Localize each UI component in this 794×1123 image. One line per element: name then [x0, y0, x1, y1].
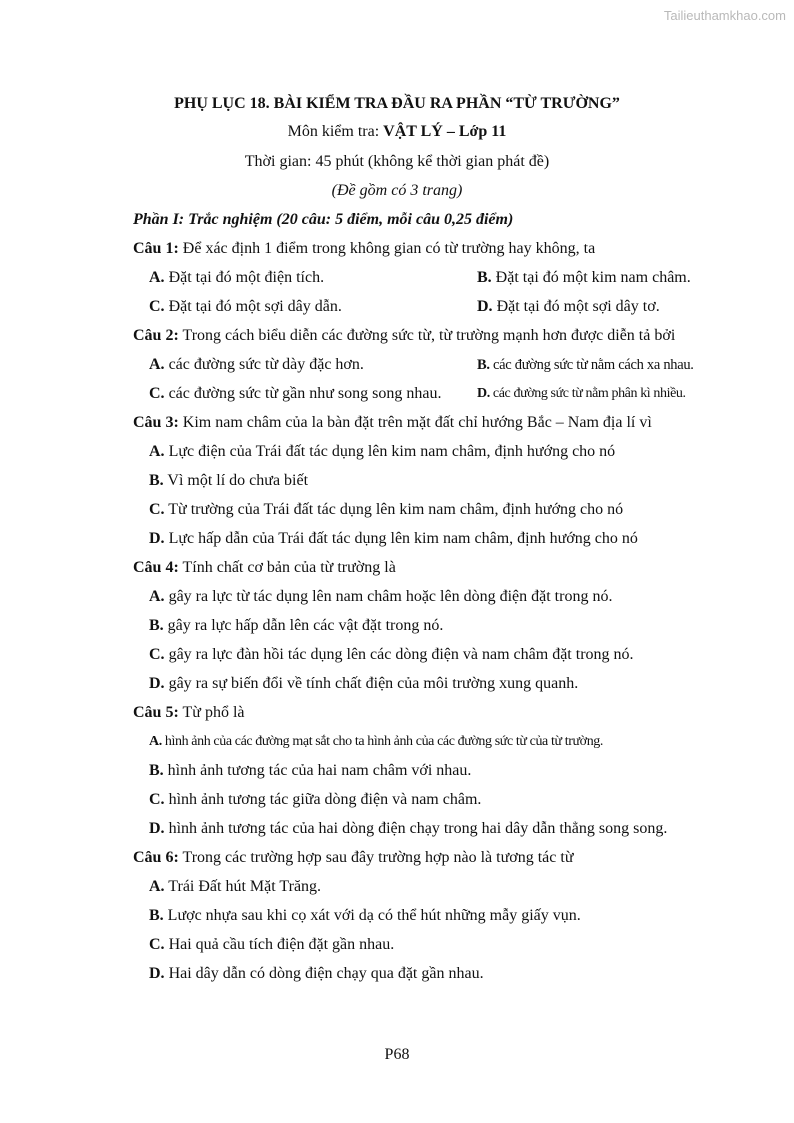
- option-label: A.: [149, 443, 165, 460]
- option-b: [149, 762, 471, 780]
- pages-note: (Đề gồm có 3 trang): [331, 182, 463, 199]
- option-label: C.: [149, 501, 165, 518]
- question-text: Trong cách biểu diễn các đường sức từ, từ trường mạnh hơn được diễn tả bởi: [182, 327, 676, 344]
- option-text: các đường sức từ gần như song song nhau.: [168, 385, 442, 402]
- subject-prefix: Môn kiểm tra:: [287, 123, 380, 140]
- question-text: Từ phổ là: [182, 704, 245, 721]
- question-2: [133, 327, 675, 345]
- option-label: B.: [149, 472, 164, 489]
- option-label: D.: [149, 820, 165, 837]
- option-a: [149, 269, 324, 287]
- subject-line: [0, 123, 794, 141]
- option-c: [149, 501, 623, 519]
- option-label: B.: [149, 617, 164, 634]
- option-label: A.: [149, 588, 165, 605]
- option-b: [149, 472, 308, 490]
- option-label: A.: [149, 734, 162, 749]
- option-label: A.: [149, 269, 165, 286]
- option-c: [149, 791, 481, 809]
- option-b: [149, 907, 581, 925]
- option-c: [149, 385, 441, 403]
- option-text: gây ra sự biến đổi về tính chất điện của môi trường xung quanh.: [168, 675, 579, 692]
- question-label: Câu 1:: [133, 240, 179, 257]
- option-d: [477, 298, 660, 316]
- question-label: Câu 2:: [133, 327, 179, 344]
- option-d: [149, 965, 484, 983]
- option-c: [149, 646, 634, 664]
- option-text: Lực điện của Trái đất tác dụng lên kim nam châm, định hướng cho nó: [168, 443, 616, 460]
- option-text: Đặt tại đó một sợi dây dẫn.: [168, 298, 342, 315]
- section-title: Phần I: Trắc nghiệm (20 câu: 5 điểm, mỗi câu 0,25 điểm): [133, 211, 514, 228]
- option-label: A.: [149, 878, 165, 895]
- option-text: Lực hấp dẫn của Trái đất tác dụng lên kim nam châm, định hướng cho nó: [168, 530, 638, 547]
- option-text: các đường sức từ nằm phân kì nhiều.: [492, 386, 686, 401]
- option-a: [149, 734, 603, 750]
- option-text: các đường sức từ nằm cách xa nhau.: [493, 357, 694, 373]
- option-d: [149, 820, 667, 838]
- option-b: [477, 269, 691, 287]
- option-b: [149, 617, 443, 635]
- question-label: Câu 4:: [133, 559, 179, 576]
- question-text: Trong các trường hợp sau đây trường hợp nào là tương tác từ: [182, 849, 574, 866]
- option-label: B.: [477, 269, 492, 286]
- question-3: [133, 414, 652, 432]
- option-text: hình ảnh tương tác giữa dòng điện và nam châm.: [168, 791, 482, 808]
- option-text: gây ra lực từ tác dụng lên nam châm hoặc lên dòng điện đặt trong nó.: [168, 588, 613, 605]
- question-4: [133, 559, 396, 577]
- option-label: D.: [477, 298, 493, 315]
- option-label: D.: [149, 965, 165, 982]
- question-text: Tính chất cơ bản của từ trường là: [182, 559, 396, 576]
- option-text: hình ảnh tương tác của hai dòng điện chạy trong hai dây dẫn thẳng song song.: [168, 820, 668, 837]
- option-text: hình ảnh của các đường mạt sắt cho ta hình ảnh của các đường sức từ của từ trường.: [164, 734, 603, 749]
- option-d: [149, 675, 578, 693]
- option-label: C.: [149, 298, 165, 315]
- option-d: [149, 530, 638, 548]
- option-label: B.: [149, 762, 164, 779]
- option-text: Vì một lí do chưa biết: [167, 472, 309, 489]
- option-label: A.: [149, 356, 165, 373]
- option-text: Trái Đất hút Mặt Trăng.: [168, 878, 322, 895]
- option-label: C.: [149, 791, 165, 808]
- option-text: Lược nhựa sau khi cọ xát với dạ có thể hút những mẫy giấy vụn.: [167, 907, 581, 924]
- subject-name: VẬT LÝ – Lớp 11: [383, 123, 507, 140]
- option-a: [149, 878, 321, 896]
- option-a: [149, 588, 612, 606]
- option-text: Đặt tại đó một sợi dây tơ.: [496, 298, 660, 315]
- page-title: PHỤ LỤC 18. BÀI KIỂM TRA ĐẦU RA PHẦN “TỪ TRƯỜNG”: [174, 95, 620, 112]
- option-text: Đặt tại đó một điện tích.: [168, 269, 325, 286]
- question-1: [133, 240, 595, 258]
- option-c: [149, 936, 394, 954]
- option-label: C.: [149, 385, 165, 402]
- question-label: Câu 3:: [133, 414, 179, 431]
- question-text: Để xác định 1 điểm trong không gian có từ trường hay không, ta: [182, 240, 596, 257]
- option-label: B.: [477, 357, 490, 373]
- option-label: B.: [149, 907, 164, 924]
- option-label: C.: [149, 646, 165, 663]
- question-5: [133, 704, 245, 722]
- option-text: Từ trường của Trái đất tác dụng lên kim nam châm, định hướng cho nó: [168, 501, 624, 518]
- time-line: Thời gian: 45 phút (không kể thời gian phát đề): [244, 153, 550, 170]
- watermark: Tailieuthamkhao.com: [663, 8, 786, 23]
- option-text: hình ảnh tương tác của hai nam châm với nhau.: [167, 762, 472, 779]
- option-text: Hai quả cầu tích điện đặt gần nhau.: [168, 936, 395, 953]
- option-a: [149, 356, 364, 374]
- option-a: [149, 443, 615, 461]
- option-c: [149, 298, 342, 316]
- option-label: D.: [149, 675, 165, 692]
- question-label: Câu 6:: [133, 849, 179, 866]
- option-text: các đường sức từ dày đặc hơn.: [168, 356, 364, 373]
- option-label: C.: [149, 936, 165, 953]
- option-b: [477, 357, 694, 374]
- question-label: Câu 5:: [133, 704, 179, 721]
- option-text: gây ra lực đàn hồi tác dụng lên các dòng điện và nam châm đặt trong nó.: [168, 646, 634, 663]
- option-text: gây ra lực hấp dẫn lên các vật đặt trong nó.: [167, 617, 444, 634]
- option-label: D.: [477, 386, 490, 401]
- option-text: Đặt tại đó một kim nam châm.: [495, 269, 691, 286]
- option-label: D.: [149, 530, 165, 547]
- page-number: P68: [384, 1046, 410, 1063]
- option-text: Hai dây dẫn có dòng điện chạy qua đặt gần nhau.: [168, 965, 484, 982]
- option-d: [477, 386, 686, 402]
- question-6: [133, 849, 574, 867]
- question-text: Kim nam châm của la bàn đặt trên mặt đất chỉ hướng Bắc – Nam địa lí vì: [182, 414, 652, 431]
